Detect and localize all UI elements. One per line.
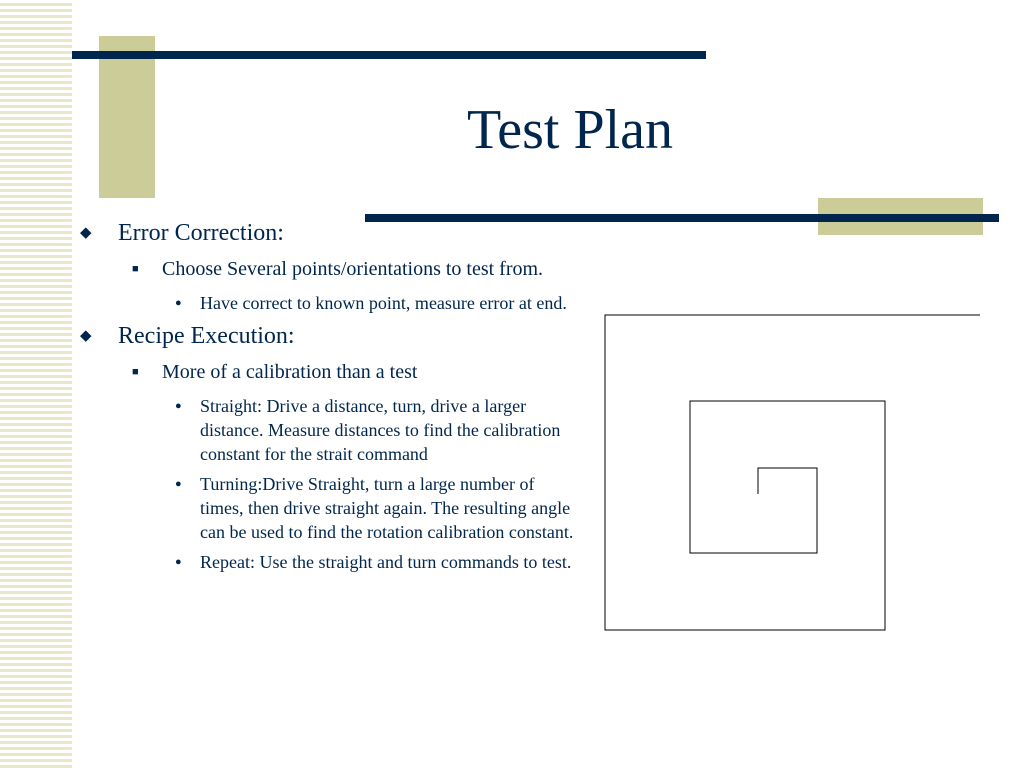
dot-bullet-icon: ● xyxy=(175,556,182,568)
bullet-item xyxy=(80,394,580,466)
diamond-bullet-icon: ◆ xyxy=(80,328,92,344)
diamond-bullet-icon: ◆ xyxy=(80,225,92,241)
dot-bullet-icon: ● xyxy=(175,400,182,412)
square-bullet-icon: ■ xyxy=(132,263,139,275)
bullet-item xyxy=(80,256,580,283)
bullet-item xyxy=(80,550,580,574)
spiral-path-line xyxy=(605,315,980,630)
slide-content xyxy=(80,218,580,580)
bullet-text: Have correct to known point, measure error at end. xyxy=(200,293,567,313)
page-title: Test Plan xyxy=(466,99,674,161)
bullet-text: More of a calibration than a test xyxy=(162,361,418,383)
dot-bullet-icon: ● xyxy=(175,297,182,309)
bullet-text: Choose Several points/orientations to test from. xyxy=(162,258,544,280)
top-accent-line xyxy=(72,51,706,59)
dot-bullet-icon: ● xyxy=(175,478,182,490)
bullet-item xyxy=(80,472,580,544)
section-heading: Recipe Execution: xyxy=(118,323,295,349)
bullet-text: Repeat: Use the straight and turn commands to test. xyxy=(200,552,572,572)
bullet-text: Straight: Drive a distance, turn, drive a larger distance. Measure distances to find the calibration constant for the strait command xyxy=(200,396,561,464)
spiral-path-diagram xyxy=(600,312,1000,642)
top-accent-block xyxy=(99,36,155,198)
bullet-item xyxy=(80,359,580,386)
bullet-text: Turning:Drive Straight, turn a large number of times, then drive straight again. The resulting angle can be used to find the rotation calibration constant. xyxy=(200,474,574,542)
bullet-item xyxy=(80,218,580,248)
left-stripe-decoration xyxy=(0,0,72,768)
section-heading: Error Correction: xyxy=(118,220,284,246)
bullet-item xyxy=(80,321,580,351)
bullet-item xyxy=(80,291,580,315)
square-bullet-icon: ■ xyxy=(132,366,139,378)
